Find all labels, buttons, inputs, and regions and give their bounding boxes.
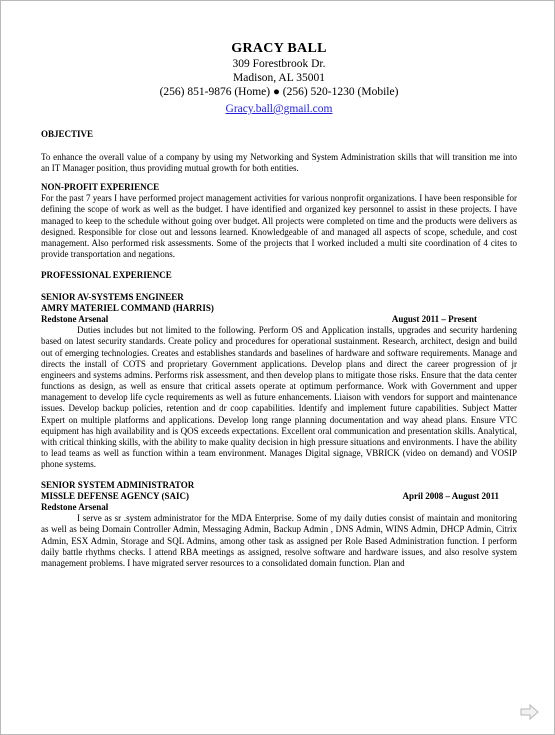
job-entry (41, 480, 517, 569)
job-description: I serve as sr .system administrator for the MDA Enterprise. Some of my daily duties consist of maintain and monitoring as well as being Domain Controller Admin, Messaging Admin, Backup Admin , DNS Admin, WINS Admin, DHCP Admin, Citrix Admin, ESX Admin, Storage and SQL Admins, among other task as assigned per Role Based Administration function. I perform daily battle rhythms checks. I attend RBA meetings as assigned, resolve software and hardware issues, and also resolve system management problems. I have migrated server resources to a consolidated domain function. Plan and (41, 513, 517, 568)
next-page-arrow-icon-graphic (519, 703, 541, 721)
job-description: Duties includes but not limited to the following. Perform OS and Application installs, upgrades and security hardening based on latest security standards. Create policy and procedures for operational sustainment. Research, architect, design and build out of emerging technologies. Creates and establishes standards and baselines of hardware and software requirements. Manage and directs the install of COTS and proprietary Government applications. Develop plans and direct the career progression of jr engineers and systems admins. Performs risk assessment, and then develop plans to mitigate those risks. Ensure that the data center functions as design, as well as ensure that critical assets operate at optimum performance. Work with Government and upper management to develop life cycle requirements as well as future enhancements. Liaison with vendors for support and maintenance issues. Develop backup policies, retention and dr coop capabilities. Identify and implement future capabilities. Subject Matter Expert on multiple platforms and applications. Develop long range planning documentation and way ahead plans. Ensure VTC equipment has high availability and is QOS exceeds expectations. Excellent oral communication and presentation skills. Analytical, with critical thinking skills, with the ability to make quality decision in high pressure situations and environments. I have the ability to lead teams as well as function within a team environment. Manages Digital signage, VBRICK (video on demand) and VOSIP phone systems. (41, 325, 517, 470)
job-company: AMRY MATERIEL COMMAND (HARRIS) (41, 303, 214, 314)
resume-content (41, 41, 517, 569)
phone-numbers: (256) 851-9876 (Home) ● (256) 520-1230 (Mobile) (159, 86, 399, 98)
objective-heading: OBJECTIVE (41, 129, 94, 139)
next-page-arrow-icon[interactable] (519, 703, 541, 721)
job-entry (41, 292, 517, 470)
nonprofit-heading: NON-PROFIT EXPERIENCE (41, 182, 160, 193)
objective-text: To enhance the overall value of a company by using my Networking and System Administration skills that will transition me into an IT Manager position, thus providing mutual growth for both entities. (41, 152, 517, 174)
job-location-row (41, 314, 517, 325)
job-title: SENIOR AV-SYSTEMS ENGINEER (41, 292, 184, 303)
address-line-2: Madison, AL 35001 (233, 72, 325, 84)
job-dates: April 2008 – August 2011 (402, 491, 499, 502)
email-row (41, 99, 517, 117)
job-location: Redstone Arsenal (41, 314, 109, 325)
applicant-name: GRACY BALL (231, 41, 327, 56)
job-company: MISSLE DEFENSE AGENCY (SAIC) (41, 491, 189, 502)
job-dates: August 2011 – Present (391, 314, 477, 325)
job-location: Redstone Arsenal (41, 502, 109, 513)
email-link[interactable]: Gracy.ball@gmail.com (225, 103, 333, 115)
nonprofit-text: For the past 7 years I have performed project management activities for various nonprofit organizations. I have been responsible for defining the scope of work as well as the budget. I have identified and organized key personnel to assist in these projects. I have managed to keep to the schedule without going over budget. All projects were completed on time and the products were delivers as designed. Responsible for close out and lessons learned. Knowledgeable of and managed all aspects of scope, schedule, and cost management. Also performed risk assessments. Some of the projects that I worked included a multi site coordination of 4 cites to provide transportation and negations. (41, 193, 517, 260)
professional-heading: PROFESSIONAL EXPERIENCE (41, 270, 172, 281)
job-company-row (41, 491, 517, 502)
job-title: SENIOR SYSTEM ADMINISTRATOR (41, 480, 195, 491)
address-line-1: 309 Forestbrook Dr. (232, 58, 326, 70)
